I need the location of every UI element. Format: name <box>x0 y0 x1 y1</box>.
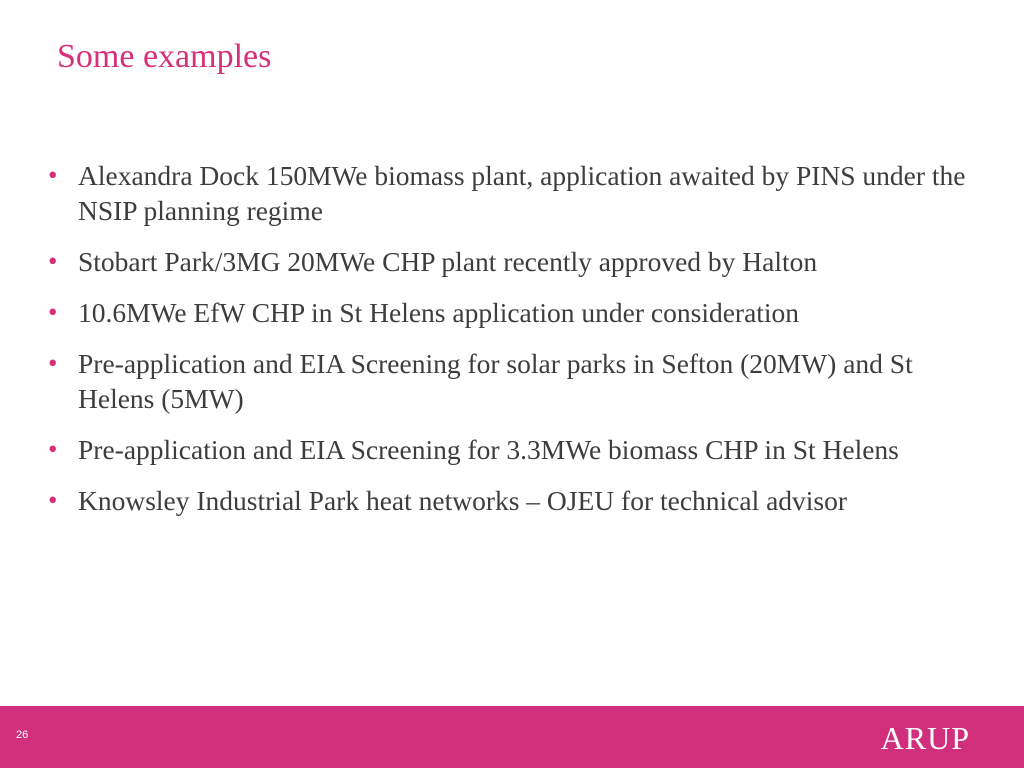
bullet-marker-icon: • <box>48 485 58 515</box>
footer-bar <box>0 706 1024 768</box>
bullet-marker-icon: • <box>48 434 58 464</box>
bullet-marker-icon: • <box>48 160 58 190</box>
page-number: 26 <box>16 729 29 741</box>
bullet-text: Pre-application and EIA Screening for solar parks in Sefton (20MW) and St Helens (5MW) <box>78 348 913 414</box>
bullet-marker-icon: • <box>48 297 58 327</box>
bullet-item <box>45 244 985 279</box>
bullet-text: Stobart Park/3MG 20MWe CHP plant recently approved by Halton <box>78 246 818 277</box>
bullet-item <box>45 158 985 228</box>
bullet-text: Knowsley Industrial Park heat networks – OJEU for technical advisor <box>78 485 848 516</box>
bullet-text: Pre-application and EIA Screening for 3.3MWe biomass CHP in St Helens <box>78 434 899 465</box>
bullet-item <box>45 483 985 518</box>
arup-logo: ARUP <box>880 720 970 756</box>
bullet-item <box>45 432 985 467</box>
bullet-item <box>45 295 985 330</box>
bullet-text: Alexandra Dock 150MWe biomass plant, application awaited by PINS under the NSIP planning regime <box>78 160 966 226</box>
bullet-list <box>45 158 985 534</box>
bullet-item <box>45 346 985 416</box>
bullet-marker-icon: • <box>48 348 58 378</box>
slide-title: Some examples <box>57 38 272 75</box>
bullet-text: 10.6MWe EfW CHP in St Helens application under consideration <box>78 297 800 328</box>
bullet-marker-icon: • <box>48 246 58 276</box>
